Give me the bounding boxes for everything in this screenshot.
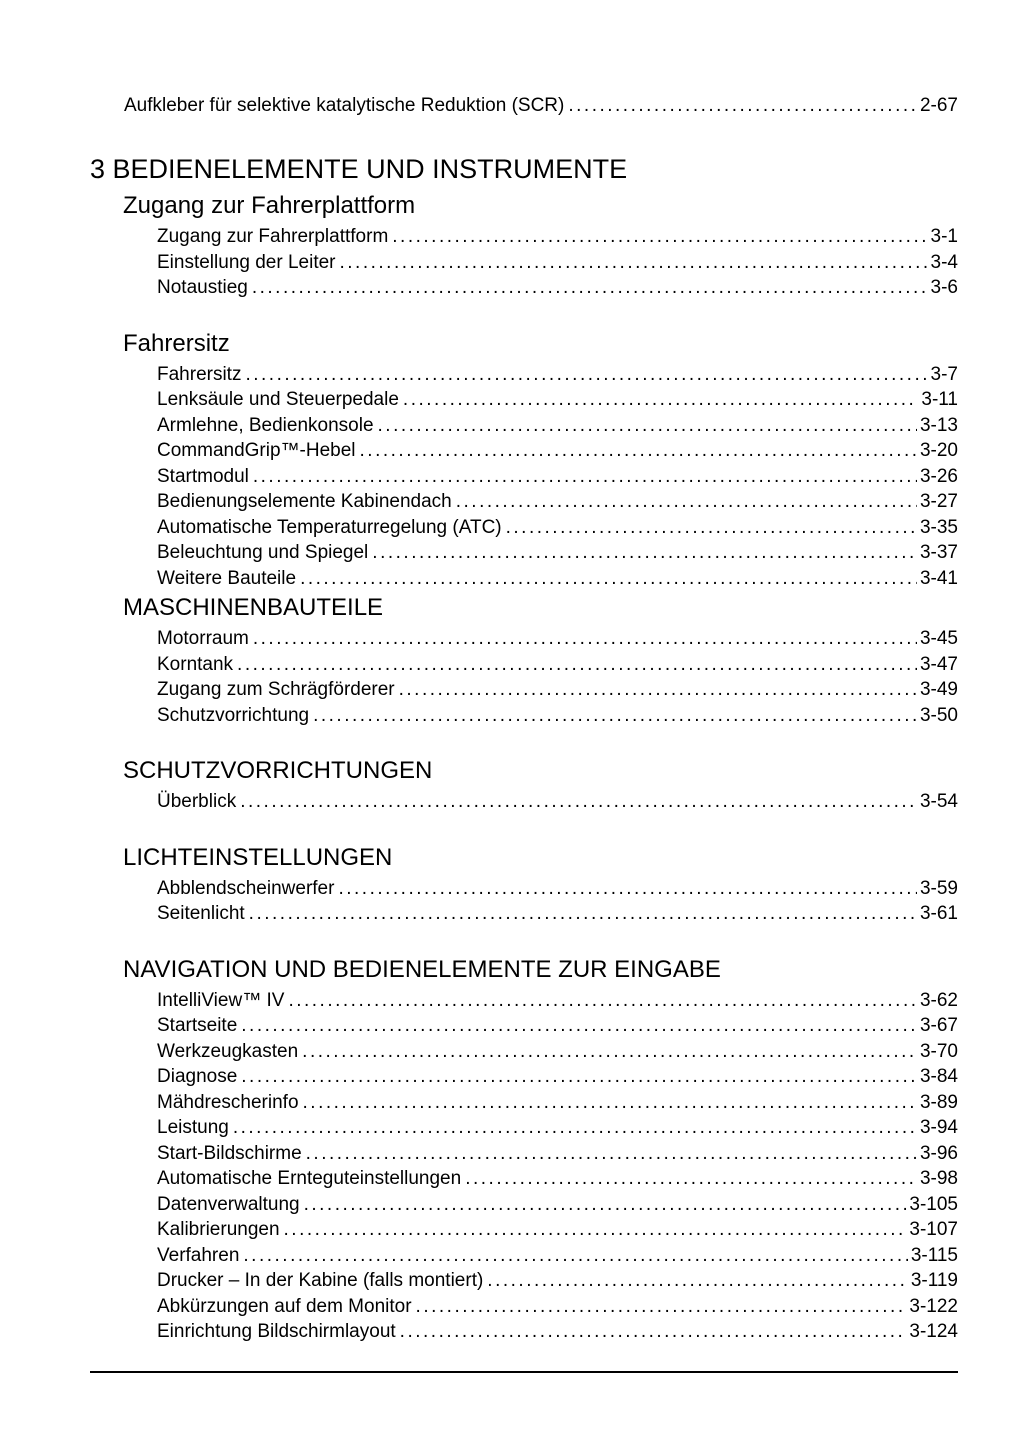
section-heading: Fahrersitz xyxy=(123,329,230,357)
section-entries xyxy=(157,988,958,1345)
toc-dot-leader xyxy=(300,566,917,592)
toc-entry-label: Start-Bildschirme xyxy=(157,1142,302,1164)
toc-entry-page: 3-115 xyxy=(910,1244,958,1266)
toc-entry-label: Weitere Bauteile xyxy=(157,567,297,589)
toc-entry-label: Diagnose xyxy=(157,1066,238,1087)
toc-entry-label: Korntank xyxy=(157,653,234,675)
toc-entry-label: Fahrersitz xyxy=(157,363,242,385)
toc-entry-page: 3-49 xyxy=(919,679,958,700)
toc-entry-label: Schutzvorrichtung xyxy=(157,704,310,726)
toc-entry-label: Beleuchtung und Spiegel xyxy=(157,542,369,563)
toc-entry-page: 3-94 xyxy=(919,1117,958,1138)
section-heading: NAVIGATION UND BEDIENELEMENTE ZUR EINGABE xyxy=(123,955,721,983)
toc-entry[interactable] xyxy=(157,626,958,652)
toc-entry-page: 3-37 xyxy=(919,542,958,563)
toc-entry-label: Aufkleber für selektive katalytische Reduktion (SCR) xyxy=(124,95,565,116)
toc-entry[interactable] xyxy=(157,515,958,541)
toc-entry-page: 3-35 xyxy=(919,516,958,538)
toc-entry-page: 3-50 xyxy=(919,704,958,726)
toc-dot-leader xyxy=(487,1268,908,1294)
toc-entry-page: 3-7 xyxy=(930,363,958,385)
toc-entry-label: Verfahren xyxy=(157,1244,240,1266)
toc-entry-label: CommandGrip™-Hebel xyxy=(157,440,356,461)
toc-entry-label: Lenksäule und Steuerpedale xyxy=(157,389,399,410)
toc-entry[interactable] xyxy=(157,413,958,439)
toc-dot-leader xyxy=(241,1064,917,1090)
toc-entry[interactable] xyxy=(157,275,958,301)
toc-dot-leader xyxy=(306,1141,917,1167)
toc-entry-page: 3-26 xyxy=(919,465,958,487)
toc-entry-label: Automatische Ernteguteinstellungen xyxy=(157,1168,462,1189)
toc-entry-page: 3-70 xyxy=(919,1040,958,1062)
section-entries xyxy=(157,626,958,728)
toc-entry-label: Abblendscheinwerfer xyxy=(157,877,335,899)
toc-entry-page: 3-11 xyxy=(921,389,958,410)
section-entries xyxy=(157,876,958,927)
toc-entry[interactable] xyxy=(157,988,958,1014)
toc-entry-label: IntelliView™ IV xyxy=(157,989,285,1011)
toc-entry-label: Einstellung der Leiter xyxy=(157,251,336,273)
toc-entry[interactable] xyxy=(157,362,958,388)
section-entries xyxy=(157,224,958,301)
toc-entry[interactable] xyxy=(124,95,958,117)
toc-dot-leader xyxy=(400,1319,907,1345)
toc-entry-label: Seitenlicht xyxy=(157,903,245,924)
section-heading: SCHUTZVORRICHTUNGEN xyxy=(123,757,433,784)
toc-entry-page: 3-41 xyxy=(919,567,958,589)
section-heading: MASCHINENBAUTEILE xyxy=(123,594,384,621)
toc-entry[interactable] xyxy=(157,1243,958,1269)
footer-rule xyxy=(90,1371,958,1373)
toc-entry-label: Automatische Temperaturregelung (ATC) xyxy=(157,516,502,538)
toc-entry-page: 3-61 xyxy=(919,903,958,924)
toc-entry[interactable] xyxy=(157,1217,958,1243)
section-entries xyxy=(157,362,958,592)
toc-entry-label: Datenverwaltung xyxy=(157,1193,300,1215)
toc-entry-page: 3-20 xyxy=(919,440,958,461)
toc-entry[interactable] xyxy=(157,789,958,815)
toc-dot-leader xyxy=(237,652,917,678)
toc-entry-label: Drucker – In der Kabine (falls montiert) xyxy=(157,1270,484,1291)
toc-dot-leader xyxy=(506,515,917,541)
toc-entry[interactable] xyxy=(157,1064,958,1090)
toc-entry-page: 3-67 xyxy=(919,1015,958,1036)
toc-dot-leader xyxy=(465,1166,917,1192)
toc-entry[interactable] xyxy=(157,566,958,592)
toc-dot-leader xyxy=(284,1217,907,1243)
toc-entry-page: 3-96 xyxy=(919,1142,958,1164)
toc-entry[interactable] xyxy=(157,438,958,464)
section-heading: LICHTEINSTELLUNGEN xyxy=(123,843,393,871)
toc-entry[interactable] xyxy=(157,1294,958,1320)
toc-dot-leader xyxy=(245,362,927,388)
toc-entry-page: 3-45 xyxy=(919,628,958,649)
toc-content xyxy=(90,95,958,1345)
toc-entry[interactable] xyxy=(157,540,958,566)
toc-entry-page: 3-54 xyxy=(919,791,958,812)
chapter-heading: 3 BEDIENELEMENTE UND INSTRUMENTE xyxy=(90,154,628,184)
toc-entry-label: Kalibrierungen xyxy=(157,1219,280,1240)
toc-entry-label: Motorraum xyxy=(157,628,249,649)
toc-entry-page: 3-27 xyxy=(919,491,958,512)
toc-entry-page: 3-62 xyxy=(919,989,958,1011)
toc-entry[interactable] xyxy=(157,652,958,678)
toc-entry[interactable] xyxy=(157,224,958,250)
toc-entry[interactable] xyxy=(157,1013,958,1039)
toc-dot-leader xyxy=(340,250,928,276)
toc-dot-leader xyxy=(456,489,917,515)
toc-entry[interactable] xyxy=(157,703,958,729)
toc-entry[interactable] xyxy=(157,250,958,276)
toc-entry-page: 3-1 xyxy=(930,226,958,247)
toc-dot-leader xyxy=(249,901,917,927)
toc-entry[interactable] xyxy=(157,1141,958,1167)
toc-entry-page: 3-84 xyxy=(919,1066,958,1087)
toc-entry[interactable] xyxy=(157,387,958,413)
toc-entry-page: 3-107 xyxy=(909,1219,958,1240)
toc-entry[interactable] xyxy=(157,1319,958,1345)
toc-dot-leader xyxy=(568,95,917,117)
toc-entry-label: Mähdrescherinfo xyxy=(157,1091,299,1113)
toc-dot-leader xyxy=(338,876,917,902)
toc-entry-label: Bedienungselemente Kabinendach xyxy=(157,491,452,512)
toc-entry-label: Notaustieg xyxy=(157,277,248,298)
toc-entry[interactable] xyxy=(157,1115,958,1141)
toc-dot-leader xyxy=(253,626,917,652)
section-entries xyxy=(157,789,958,815)
toc-entry-page: 3-98 xyxy=(919,1168,958,1189)
toc-entry[interactable] xyxy=(157,1039,958,1065)
toc-entry[interactable] xyxy=(157,1192,958,1218)
toc-dot-leader xyxy=(360,438,917,464)
toc-entry-label: Überblick xyxy=(157,791,237,812)
toc-entry-page: 3-119 xyxy=(910,1270,958,1291)
toc-entry-label: Einrichtung Bildschirmlayout xyxy=(157,1321,396,1342)
toc-entry-page: 3-6 xyxy=(930,277,958,298)
toc-entry-page: 3-105 xyxy=(909,1193,958,1215)
toc-dot-leader xyxy=(241,1013,917,1039)
toc-entry-label: Abkürzungen auf dem Monitor xyxy=(157,1295,412,1317)
toc-entry[interactable] xyxy=(157,1268,958,1294)
toc-entry[interactable] xyxy=(157,1090,958,1116)
toc-dot-leader xyxy=(253,464,917,490)
toc-entry-label: Armlehne, Bedienkonsole xyxy=(157,414,374,436)
toc-entry[interactable] xyxy=(157,1166,958,1192)
toc-dot-leader xyxy=(240,789,917,815)
toc-dot-leader xyxy=(243,1243,907,1269)
toc-entry-page: 3-124 xyxy=(909,1321,958,1342)
toc-entry-page: 3-122 xyxy=(909,1295,958,1317)
toc-dot-leader xyxy=(303,1090,917,1116)
toc-dot-leader xyxy=(378,413,917,439)
toc-entry-page: 3-59 xyxy=(919,877,958,899)
toc-entry[interactable] xyxy=(157,677,958,703)
toc-entry-label: Startmodul xyxy=(157,465,249,487)
toc-entry[interactable] xyxy=(157,901,958,927)
toc-entry[interactable] xyxy=(157,876,958,902)
toc-dot-leader xyxy=(416,1294,907,1320)
toc-entry-page: 3-4 xyxy=(930,251,958,273)
toc-dot-leader xyxy=(372,540,917,566)
toc-dot-leader xyxy=(304,1192,907,1218)
toc-entry-label: Zugang zur Fahrerplattform xyxy=(157,226,389,247)
toc-dot-leader xyxy=(313,703,917,729)
section-heading: Zugang zur Fahrerplattform xyxy=(123,192,416,219)
toc-dot-leader xyxy=(252,275,928,301)
toc-dot-leader xyxy=(399,677,917,703)
toc-dot-leader xyxy=(302,1039,917,1065)
toc-entry-label: Startseite xyxy=(157,1015,238,1036)
toc-dot-leader xyxy=(288,988,917,1014)
toc-dot-leader xyxy=(233,1115,917,1141)
toc-dot-leader xyxy=(403,387,918,413)
toc-entry-page: 2-67 xyxy=(919,95,958,116)
toc-entry-label: Leistung xyxy=(157,1117,229,1138)
toc-entry-page: 3-47 xyxy=(919,653,958,675)
toc-entry[interactable] xyxy=(157,464,958,490)
toc-entry-page: 3-13 xyxy=(919,414,958,436)
toc-entry-page: 3-89 xyxy=(919,1091,958,1113)
toc-entry[interactable] xyxy=(157,489,958,515)
toc-entry-label: Zugang zum Schrägförderer xyxy=(157,679,395,700)
toc-entry-label: Werkzeugkasten xyxy=(157,1040,299,1062)
toc-dot-leader xyxy=(392,224,927,250)
